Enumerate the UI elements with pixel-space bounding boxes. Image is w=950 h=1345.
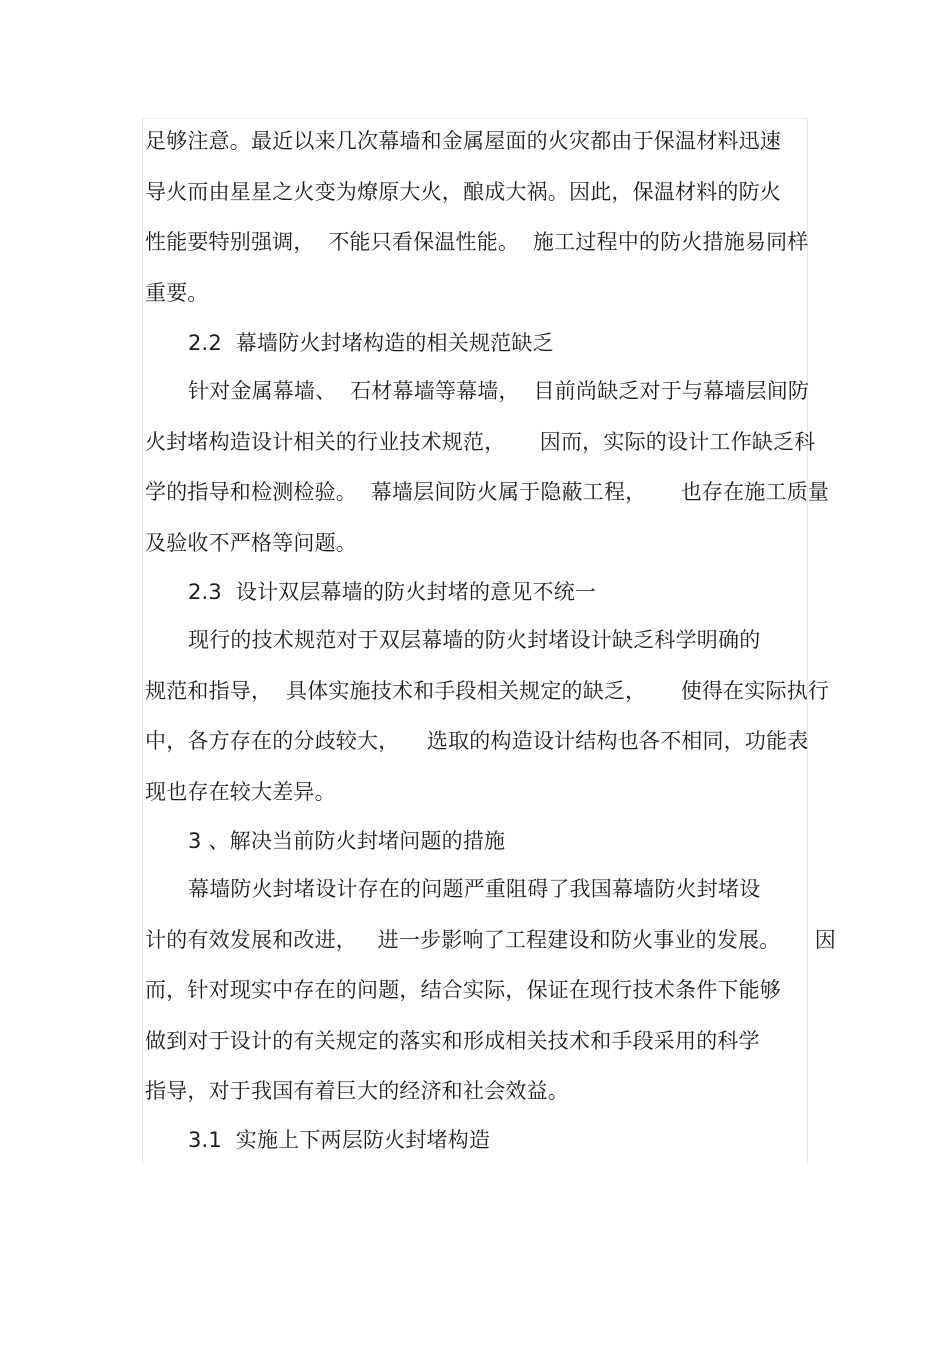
paragraph-line: 现行的技术规范对于双层幕墙的防火封堵设计缺乏科学明确的: [188, 628, 761, 652]
paragraph-line: 现也存在较大差异。: [145, 780, 336, 804]
paragraph-line: 足够注意。最近以来几次幕墙和金属屋面的火灾都由于保温材料迅速: [145, 129, 781, 153]
paragraph-line: 及验收不严格等问题。: [145, 531, 357, 555]
paragraph-line: 学的指导和检测检验。 幕墙层间防火属于隐蔽工程， 也存在施工质量: [145, 480, 830, 504]
paragraph-line: 幕墙防火封堵设计存在的问题严重阻碍了我国幕墙防火封堵设: [188, 877, 761, 901]
section-heading: 2.2 幕墙防火封堵构造的相关规范缺乏: [188, 331, 554, 355]
paragraph-line: 计的有效发展和改进， 进一步影响了工程建设和防火事业的发展。 因: [145, 928, 836, 952]
paragraph-line: 火封堵构造设计相关的行业技术规范， 因而，实际的设计工作缺乏科: [145, 430, 816, 454]
paragraph-line: 性能要特别强调， 不能只看保温性能。 施工过程中的防火措施易同样: [145, 230, 809, 254]
section-heading: 3.1 实施上下两层防火封堵构造: [188, 1128, 491, 1152]
paragraph-line: 重要。: [145, 281, 209, 305]
section-heading: 3 、解决当前防火封堵问题的措施: [188, 829, 506, 853]
paragraph-line: 规范和指导， 具体实施技术和手段相关规定的缺乏， 使得在实际执行: [145, 679, 830, 703]
paragraph-line: 指导，对于我国有着巨大的经济和社会效益。: [145, 1079, 569, 1103]
paragraph-line: 导火而由星星之火变为燎原大火，酿成大祸。因此，保温材料的防火: [145, 180, 781, 204]
paragraph-line: 做到对于设计的有关规定的落实和形成相关技术和手段采用的科学: [145, 1029, 760, 1053]
paragraph-line: 而，针对现实中存在的问题，结合实际，保证在现行技术条件下能够: [145, 978, 781, 1002]
section-heading: 2.3 设计双层幕墙的防火封堵的意见不统一: [188, 580, 597, 604]
paragraph-line: 中，各方存在的分歧较大， 选取的构造设计结构也各不相同，功能表: [145, 729, 809, 753]
paragraph-line: 针对金属幕墙、 石材幕墙等幕墙， 目前尚缺乏对于与幕墙层间防: [188, 379, 810, 403]
